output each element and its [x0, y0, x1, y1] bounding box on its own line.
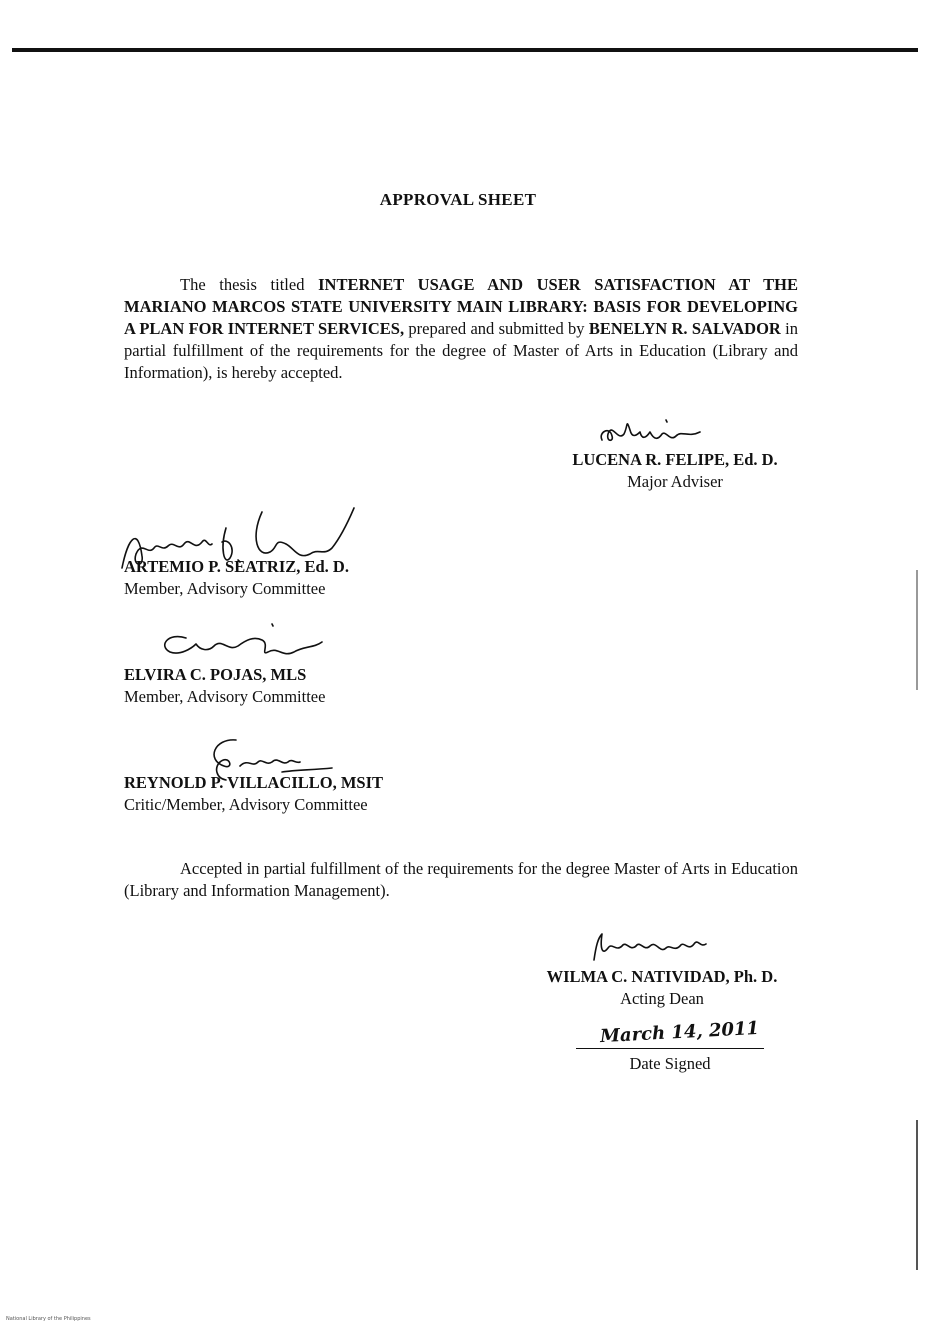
member-2-block — [124, 664, 325, 708]
date-label: Date Signed — [629, 1054, 711, 1073]
member-1-role: Member, Advisory Committee — [124, 579, 326, 598]
thesis-title: INTERNET USAGE AND USER SATISFACTION AT THE MARIANO MARCOS STATE UNIVERSITY MAIN LIBRARY: BASIS FOR DEVELOPING A PLAN FOR INTERNET SERVICES, — [124, 275, 798, 338]
adviser-name: LUCENA R. FELIPE, Ed. D. — [572, 450, 778, 469]
member-1-block — [124, 556, 349, 600]
member-2-signature — [156, 622, 326, 668]
intro-lead: The thesis titled — [180, 275, 319, 294]
top-border-line — [12, 48, 918, 52]
adviser-signature — [596, 412, 706, 452]
member-1-name: ARTEMIO P. SEATRIZ, Ed. D. — [124, 557, 349, 576]
dean-signature — [588, 930, 718, 966]
member-3-role: Critic/Member, Advisory Committee — [124, 795, 368, 814]
intro-mid: prepared and submitted by — [404, 319, 589, 338]
scan-edge-mark — [916, 570, 918, 690]
member-2-role: Member, Advisory Committee — [124, 687, 326, 706]
dean-block — [520, 966, 804, 1010]
author-name: BENELYN R. SALVADOR — [588, 319, 781, 338]
acceptance-paragraph — [124, 858, 798, 902]
footer-text: National Library of the Philippines — [6, 1316, 91, 1322]
dean-name: WILMA C. NATIVIDAD, Ph. D. — [546, 967, 778, 986]
approval-paragraph — [124, 274, 798, 384]
date-signature-line — [576, 1048, 764, 1049]
page-title: APPROVAL SHEET — [379, 190, 537, 209]
dean-role: Acting Dean — [620, 989, 704, 1008]
adviser-role: Major Adviser — [627, 472, 723, 491]
member-3-block — [124, 772, 383, 816]
date-handwritten: March 14, 2011 — [599, 1017, 760, 1048]
adviser-block — [540, 449, 810, 493]
member-3-name: REYNOLD P. VILLACILLO, MSIT — [124, 773, 384, 792]
scan-edge-mark — [916, 1120, 918, 1270]
intro-tail: in partial fulfillment of the requirements for the degree of Master of Arts in Education (Library and Information), is hereby accepted. — [124, 319, 798, 382]
member-2-name: ELVIRA C. POJAS, MLS — [124, 665, 307, 684]
acceptance-text: Accepted in partial fulfillment of the requirements for the degree Master of Arts in Education (Library and Information Management). — [124, 859, 798, 900]
